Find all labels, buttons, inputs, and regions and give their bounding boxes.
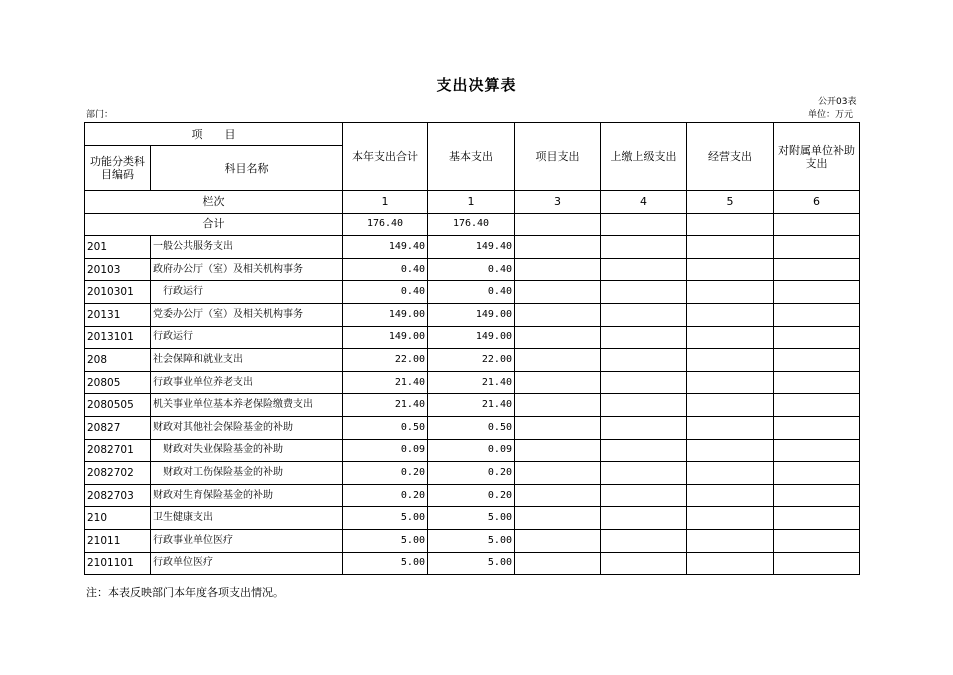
subject-name: 财政对失业保险基金的补助 — [151, 439, 343, 462]
empty-cell — [774, 281, 860, 304]
empty-cell — [601, 416, 687, 439]
empty-cell — [515, 507, 601, 530]
column-number: 1 — [343, 191, 428, 214]
subject-name: 财政对其他社会保险基金的补助 — [151, 416, 343, 439]
empty-cell — [774, 258, 860, 281]
empty-cell — [515, 552, 601, 575]
empty-cell — [601, 281, 687, 304]
empty-cell — [774, 303, 860, 326]
header-business: 经营支出 — [687, 123, 774, 191]
empty-cell — [601, 529, 687, 552]
subject-name: 政府办公厅（室）及相关机构事务 — [151, 258, 343, 281]
total-amount: 0.50 — [343, 416, 428, 439]
subject-code: 20103 — [85, 258, 151, 281]
empty-cell — [515, 236, 601, 259]
empty-cell — [515, 439, 601, 462]
empty-cell — [687, 213, 774, 236]
empty-cell — [601, 213, 687, 236]
basic-amount: 0.20 — [428, 484, 515, 507]
table-row — [85, 394, 860, 417]
subject-name: 行政事业单位养老支出 — [151, 371, 343, 394]
header-basic: 基本支出 — [428, 123, 515, 191]
table-row — [85, 507, 860, 530]
subject-code: 20805 — [85, 371, 151, 394]
empty-cell — [515, 213, 601, 236]
header-code: 功能分类科目编码 — [85, 146, 151, 191]
table-row — [85, 258, 860, 281]
empty-cell — [774, 439, 860, 462]
subject-name: 行政事业单位医疗 — [151, 529, 343, 552]
empty-cell — [774, 529, 860, 552]
subject-code: 208 — [85, 349, 151, 372]
subject-code: 2080505 — [85, 394, 151, 417]
total-amount: 22.00 — [343, 349, 428, 372]
empty-cell — [601, 349, 687, 372]
empty-cell — [774, 484, 860, 507]
column-number: 5 — [687, 191, 774, 214]
total-amount: 21.40 — [343, 394, 428, 417]
total-amount: 5.00 — [343, 529, 428, 552]
department-label: 部门： — [86, 110, 114, 120]
table-row — [85, 484, 860, 507]
subject-code: 201 — [85, 236, 151, 259]
subject-name: 社会保障和就业支出 — [151, 349, 343, 372]
subject-name: 财政对工伤保险基金的补助 — [151, 462, 343, 485]
empty-cell — [687, 484, 774, 507]
empty-cell — [687, 529, 774, 552]
column-number: 3 — [515, 191, 601, 214]
empty-cell — [515, 416, 601, 439]
empty-cell — [687, 349, 774, 372]
subject-code: 20827 — [85, 416, 151, 439]
total-amount: 149.40 — [343, 236, 428, 259]
subject-code: 2101101 — [85, 552, 151, 575]
subject-name: 机关事业单位基本养老保险缴费支出 — [151, 394, 343, 417]
subject-name: 行政单位医疗 — [151, 552, 343, 575]
empty-cell — [601, 236, 687, 259]
empty-cell — [687, 258, 774, 281]
empty-cell — [601, 371, 687, 394]
subject-name: 卫生健康支出 — [151, 507, 343, 530]
basic-amount: 0.50 — [428, 416, 515, 439]
table-row — [85, 552, 860, 575]
empty-cell — [687, 281, 774, 304]
empty-cell — [774, 416, 860, 439]
subject-name: 一般公共服务支出 — [151, 236, 343, 259]
total-amount: 176.40 — [343, 213, 428, 236]
total-amount: 0.40 — [343, 281, 428, 304]
empty-cell — [515, 529, 601, 552]
form-number: 公开03表 — [818, 97, 857, 107]
empty-cell — [601, 552, 687, 575]
subject-code: 2013101 — [85, 326, 151, 349]
footnote: 注：本表反映部门本年度各项支出情况。 — [86, 586, 284, 599]
subject-code: 20131 — [85, 303, 151, 326]
header-row-1 — [85, 123, 860, 146]
empty-cell — [515, 462, 601, 485]
basic-amount: 5.00 — [428, 529, 515, 552]
empty-cell — [687, 462, 774, 485]
total-amount: 5.00 — [343, 507, 428, 530]
empty-cell — [601, 484, 687, 507]
empty-cell — [774, 236, 860, 259]
page-title: 支出决算表 — [436, 76, 517, 94]
total-row — [85, 213, 860, 236]
empty-cell — [515, 281, 601, 304]
basic-amount: 21.40 — [428, 371, 515, 394]
empty-cell — [515, 394, 601, 417]
basic-amount: 0.40 — [428, 258, 515, 281]
empty-cell — [774, 552, 860, 575]
basic-amount: 5.00 — [428, 552, 515, 575]
empty-cell — [687, 507, 774, 530]
empty-cell — [601, 507, 687, 530]
empty-cell — [601, 258, 687, 281]
empty-cell — [515, 349, 601, 372]
empty-cell — [687, 416, 774, 439]
header-name: 科目名称 — [151, 146, 343, 191]
subject-name: 财政对生育保险基金的补助 — [151, 484, 343, 507]
empty-cell — [601, 462, 687, 485]
empty-cell — [687, 326, 774, 349]
basic-amount: 0.40 — [428, 281, 515, 304]
empty-cell — [774, 394, 860, 417]
subject-code: 210 — [85, 507, 151, 530]
empty-cell — [515, 303, 601, 326]
expenditure-table — [84, 122, 860, 575]
total-label: 合计 — [85, 213, 343, 236]
table-row — [85, 371, 860, 394]
header-item: 项 目 — [85, 123, 343, 146]
total-amount: 149.00 — [343, 326, 428, 349]
column-number: 4 — [601, 191, 687, 214]
basic-amount: 22.00 — [428, 349, 515, 372]
total-amount: 149.00 — [343, 303, 428, 326]
empty-cell — [601, 439, 687, 462]
table-row — [85, 439, 860, 462]
table-row — [85, 281, 860, 304]
table-row — [85, 349, 860, 372]
table-row — [85, 303, 860, 326]
total-amount: 0.20 — [343, 484, 428, 507]
table-row — [85, 236, 860, 259]
empty-cell — [687, 394, 774, 417]
total-basic: 176.40 — [428, 213, 515, 236]
empty-cell — [774, 462, 860, 485]
empty-cell — [515, 326, 601, 349]
header-project: 项目支出 — [515, 123, 601, 191]
empty-cell — [774, 213, 860, 236]
unit-label: 单位：万元 — [808, 110, 854, 120]
total-amount: 0.20 — [343, 462, 428, 485]
empty-cell — [774, 326, 860, 349]
empty-cell — [515, 258, 601, 281]
subject-code: 2082702 — [85, 462, 151, 485]
basic-amount: 0.09 — [428, 439, 515, 462]
column-number-row — [85, 191, 860, 214]
header-upper: 上缴上级支出 — [601, 123, 687, 191]
total-amount: 5.00 — [343, 552, 428, 575]
basic-amount: 149.00 — [428, 303, 515, 326]
empty-cell — [687, 371, 774, 394]
empty-cell — [515, 484, 601, 507]
table-row — [85, 326, 860, 349]
table-row — [85, 462, 860, 485]
empty-cell — [687, 303, 774, 326]
basic-amount: 149.40 — [428, 236, 515, 259]
empty-cell — [774, 371, 860, 394]
subject-name: 行政运行 — [151, 281, 343, 304]
empty-cell — [687, 439, 774, 462]
subject-name: 行政运行 — [151, 326, 343, 349]
subject-code: 2010301 — [85, 281, 151, 304]
table-row — [85, 529, 860, 552]
empty-cell — [687, 552, 774, 575]
empty-cell — [774, 507, 860, 530]
column-number: 6 — [774, 191, 860, 214]
column-number: 1 — [428, 191, 515, 214]
empty-cell — [515, 371, 601, 394]
empty-cell — [601, 326, 687, 349]
subject-name: 党委办公厅（室）及相关机构事务 — [151, 303, 343, 326]
table-row — [85, 416, 860, 439]
subject-code: 2082703 — [85, 484, 151, 507]
subject-code: 21011 — [85, 529, 151, 552]
basic-amount: 149.00 — [428, 326, 515, 349]
empty-cell — [687, 236, 774, 259]
header-total: 本年支出合计 — [343, 123, 428, 191]
total-amount: 0.40 — [343, 258, 428, 281]
column-number-label: 栏次 — [85, 191, 343, 214]
total-amount: 21.40 — [343, 371, 428, 394]
total-amount: 0.09 — [343, 439, 428, 462]
basic-amount: 0.20 — [428, 462, 515, 485]
basic-amount: 21.40 — [428, 394, 515, 417]
header-subsidiary: 对附属单位补助支出 — [774, 123, 860, 191]
basic-amount: 5.00 — [428, 507, 515, 530]
empty-cell — [774, 349, 860, 372]
empty-cell — [601, 303, 687, 326]
empty-cell — [601, 394, 687, 417]
subject-code: 2082701 — [85, 439, 151, 462]
